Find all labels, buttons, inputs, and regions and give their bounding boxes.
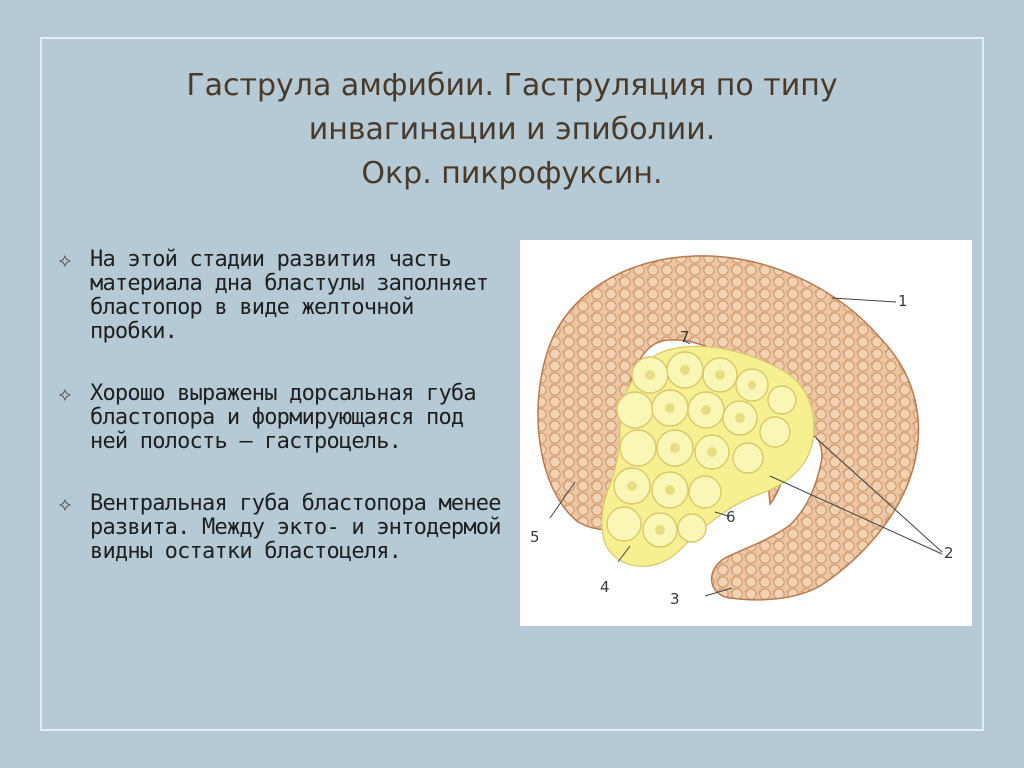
bullet-list (58, 248, 508, 602)
bullet-item (58, 382, 508, 454)
bullet-text: Хорошо выражены дорсальная губа бластопора и формирующаяся под ней полость – гастроцель. (90, 381, 476, 454)
figure-label-1: 1 (898, 292, 908, 310)
figure-label-2: 2 (944, 544, 954, 562)
bullet-item (58, 248, 508, 344)
diamond-bullet-icon (58, 254, 72, 268)
figure-label-7: 7 (680, 328, 690, 346)
diamond-bullet-icon (58, 498, 72, 512)
bullet-text: Вентральная губа бластопора менее развита. Между экто- и энтодермой видны остатки бластоцеля. (90, 491, 501, 564)
figure-label-5: 5 (530, 528, 540, 546)
bullet-item (58, 492, 508, 564)
diamond-bullet-icon (58, 388, 72, 402)
title-line-1: Гаструла амфибии. Гаструляция по типу (186, 68, 838, 103)
title-line-3: Окр. пикрофуксин. (361, 156, 663, 191)
bullet-text: На этой стадии развития часть материала дна бластулы заполняет бластопор в виде желточной пробки. (90, 247, 489, 344)
gastrula-drawing (520, 240, 972, 626)
figure-label-4: 4 (600, 578, 610, 596)
figure-label-3: 3 (670, 590, 680, 608)
figure-label-6: 6 (726, 508, 736, 526)
title-line-2: инвагинации и эпиболии. (308, 112, 716, 147)
gastrula-illustration (520, 240, 972, 626)
slide-title (70, 64, 954, 196)
